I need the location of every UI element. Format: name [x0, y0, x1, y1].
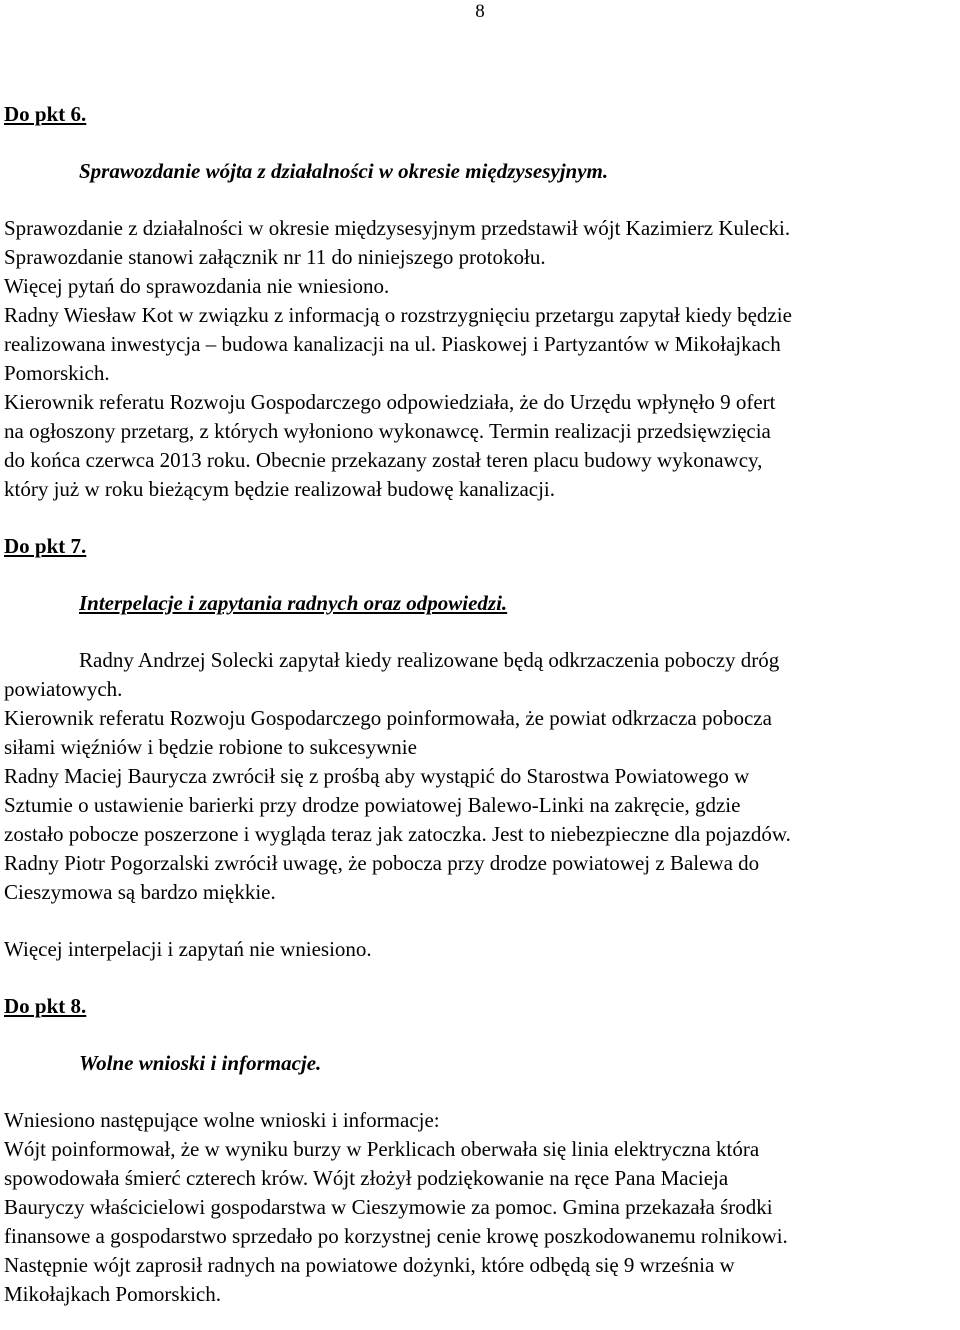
text-line: siłami więźniów i będzie robione to sukcesywnie [4, 735, 417, 759]
text-line: zostało pobocze poszerzone i wygląda teraz jak zatoczka. Jest to niebezpieczne dla pojazdów. [4, 822, 791, 846]
text-line: Więcej pytań do sprawozdania nie wniesiono. [4, 274, 390, 298]
text-line: Radny Wiesław Kot w związku z informacją o rozstrzygnięciu przetargu zapytał kiedy będzie [4, 303, 792, 327]
text-line: finansowe a gospodarstwo sprzedało po korzystnej cenie krowę poszkodowanemu rolnikowi. [4, 1224, 788, 1248]
text-line: powiatowych. [4, 677, 123, 701]
text-line: Sztumie o ustawienie barierki przy drodze powiatowej Balewo-Linki na zakręcie, gdzie [4, 793, 741, 817]
section-subtitle-pkt6: Sprawozdanie wójta z działalności w okresie międzysesyjnym. [79, 159, 609, 183]
section-body-pkt7 [4, 646, 960, 907]
section-closing-pkt7: Więcej interpelacji i zapytań nie wniesiono. [4, 937, 372, 961]
text-line: spowodowała śmierć czterech krów. Wójt złożył podziękowanie na ręce Pana Macieja [4, 1166, 729, 1190]
text-line: Sprawozdanie stanowi załącznik nr 11 do niniejszego protokołu. [4, 245, 546, 269]
text-line: Cieszymowa są bardzo miękkie. [4, 880, 276, 904]
text-line: Radny Andrzej Solecki zapytał kiedy realizowane będą odkrzaczenia poboczy dróg [79, 648, 780, 672]
section-heading-pkt6: Do pkt 6. [4, 102, 87, 126]
section-body-pkt8 [4, 1106, 960, 1309]
text-line: Pomorskich. [4, 361, 110, 385]
text-line: realizowana inwestycja – budowa kanalizacji na ul. Piaskowej i Partyzantów w Mikołajkach [4, 332, 781, 356]
document-body [4, 100, 960, 1309]
text-line: Sprawozdanie z działalności w okresie międzysesyjnym przedstawił wójt Kazimierz Kulecki. [4, 216, 791, 240]
text-line: Mikołajkach Pomorskich. [4, 1282, 221, 1306]
text-line: Radny Maciej Baurycza zwrócił się z prośbą aby wystąpić do Starostwa Powiatowego w [4, 764, 750, 788]
text-line: który już w roku bieżącym będzie realizował budowę kanalizacji. [4, 477, 556, 501]
text-line: Wniesiono następujące wolne wnioski i informacje: [4, 1108, 440, 1132]
page-number: 8 [475, 1, 485, 22]
text-line: Wójt poinformował, że w wyniku burzy w Perklicach oberwała się linia elektryczna która [4, 1137, 760, 1161]
text-line: na ogłoszony przetarg, z których wyłoniono wykonawcę. Termin realizacji przedsięwzięcia [4, 419, 771, 443]
text-line: Bauryczy właścicielowi gospodarstwa w Cieszymowie za pomoc. Gmina przekazała środki [4, 1195, 773, 1219]
text-line: do końca czerwca 2013 roku. Obecnie przekazany został teren placu budowy wykonawcy, [4, 448, 763, 472]
text-line: Radny Piotr Pogorzalski zwrócił uwagę, że pobocza przy drodze powiatowej z Balewa do [4, 851, 760, 875]
section-subtitle-pkt7: Interpelacje i zapytania radnych oraz odpowiedzi. [79, 591, 508, 615]
section-heading-pkt8: Do pkt 8. [4, 994, 87, 1018]
section-body-pkt6 [4, 214, 960, 504]
section-heading-pkt7: Do pkt 7. [4, 534, 87, 558]
text-line: Kierownik referatu Rozwoju Gospodarczego poinformowała, że powiat odkrzacza pobocza [4, 706, 772, 730]
text-line: Kierownik referatu Rozwoju Gospodarczego odpowiedziała, że do Urzędu wpłynęło 9 ofert [4, 390, 776, 414]
section-subtitle-pkt8: Wolne wnioski i informacje. [79, 1051, 322, 1075]
text-line: Następnie wójt zaprosił radnych na powiatowe dożynki, które odbędą się 9 września w [4, 1253, 735, 1277]
